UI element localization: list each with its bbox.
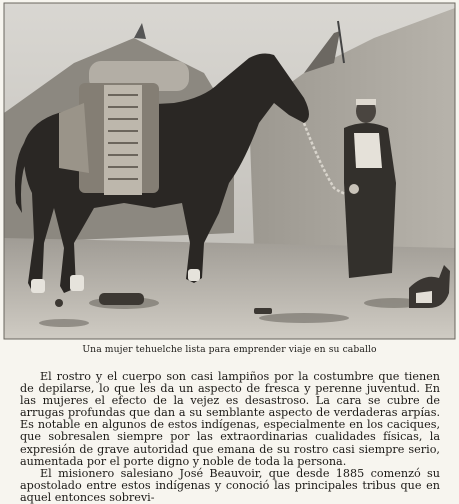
photo-caption: Una mujer tehuelche lista para emprender viaje en su caballo (82, 344, 377, 355)
paragraph: El misionero salesiano José Beauvoir, que desde 1885 comenzó su apostolado entre estos indígenas y conoció las principales tribus que en aquel entonces sobrevi- (20, 466, 440, 504)
paragraph: El rostro y el cuerpo son casi lampiños por la costumbre que tienen de depilarse, lo que les da un aspecto de fresca y perenne juventud. En las mujeres el efecto de la vejez es desastroso. La cara se cubre de arrugas profundas que dan a su semblante aspecto de verdaderas arpías. Es notable en algunos de estos indígenas, especialmente en los caciques, que sobresalen siempre por las extraordinarias cualidades físicas, la expresión de grave autoridad que emana de su rostro casi siempre serio, aumentada por el porte digno y noble de toda la persona. (20, 370, 440, 468)
article-body (20, 370, 440, 504)
photograph (4, 3, 455, 339)
